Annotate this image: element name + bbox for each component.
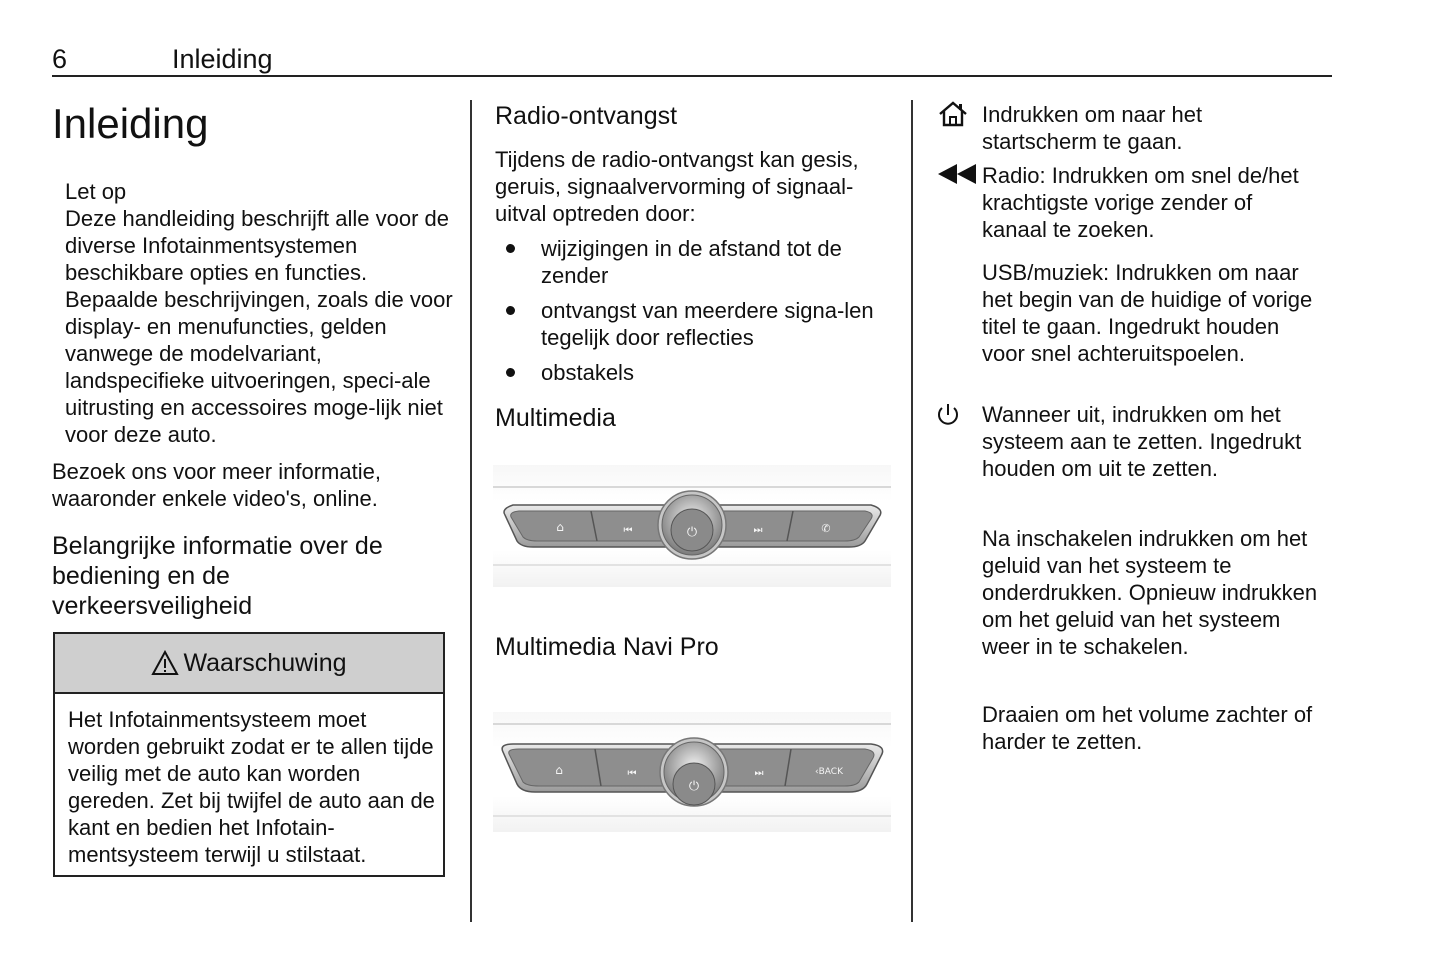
bullet-icon <box>506 306 515 315</box>
radio-text: Tijdens de radio-ontvangst kan gesis, geruis, signaalvervorming of signaal-uitval optreden door: <box>495 147 859 226</box>
navi-pro-panel-image <box>493 712 891 832</box>
header-rule <box>52 75 1332 77</box>
info-text: Bezoek ons voor meer informatie, waaronder enkele video's, online. <box>52 459 381 511</box>
back-button-label: ‹BACK <box>815 767 843 777</box>
power-icon <box>935 402 961 428</box>
svg-text:⏮: ⏮ <box>623 525 633 536</box>
column-divider-1 <box>470 100 472 922</box>
svg-text:⏻: ⏻ <box>688 779 700 794</box>
navi-pro-heading: Multimedia Navi Pro <box>495 633 719 661</box>
svg-text:⌂: ⌂ <box>555 763 563 777</box>
warning-triangle-icon <box>151 650 179 676</box>
home-icon <box>937 100 969 128</box>
list-item: wijzigingen in de afstand tot de zender <box>495 235 895 289</box>
list-item: obstakels <box>495 359 895 386</box>
note-label: Let op <box>65 179 127 204</box>
interference-list <box>495 235 895 394</box>
warning-header <box>55 634 443 694</box>
svg-text:⌂: ⌂ <box>556 520 564 534</box>
home-description: Indrukken om naar het startscherm te gaan. <box>982 102 1203 154</box>
bullet-icon <box>506 244 515 253</box>
bullet-icon <box>506 368 515 377</box>
multimedia-heading: Multimedia <box>495 404 616 432</box>
power-description: Wanneer uit, indrukken om het systeem aan te zetten. Ingedrukt houden om uit te zetten. <box>982 402 1302 481</box>
mute-description: Na inschakelen indrukken om het geluid van het systeem te onderdrukken. Opnieuw indrukken om het geluid van het systeem weer in te schakelen. <box>982 526 1318 659</box>
note-text: Deze handleiding beschrijft alle voor de diverse Infotainmentsystemen beschikbare opties en functies. Bepaalde beschrijvingen, zoals die voor display- en menufuncties, gelden vanwege de modelvariant, landspecifieke uitvoeringen, speci-ale uitrusting en accessoires moge-lijk niet voor deze auto. <box>65 206 453 447</box>
running-header: Inleiding <box>172 44 273 74</box>
rewind-icon <box>936 162 978 186</box>
rewind-radio-description: Radio: Indrukken om snel de/het krachtigste vorige zender of kanaal te zoeken. <box>982 163 1299 242</box>
column-divider-2 <box>911 100 913 922</box>
radio-heading: Radio-ontvangst <box>495 102 678 130</box>
safety-heading: Belangrijke informatie over de bediening en de verkeersveiligheid <box>52 532 383 620</box>
svg-text:✆: ✆ <box>821 522 831 535</box>
svg-text:⏭: ⏭ <box>753 525 763 536</box>
warning-title: Waarschuwing <box>183 648 347 677</box>
multimedia-panel-image <box>493 465 891 587</box>
rewind-usb-description: USB/muziek: Indrukken om naar het begin van de huidige of vorige titel te gaan. Ingedrukt houden voor snel achteruitspoelen. <box>982 260 1313 366</box>
svg-text:⏭: ⏭ <box>754 768 764 779</box>
page-title: Inleiding <box>52 100 209 147</box>
svg-text:⏮: ⏮ <box>627 768 637 779</box>
list-item: ontvangst van meerdere signa-len tegelijk door reflecties <box>495 297 895 351</box>
volume-description: Draaien om het volume zachter of harder te zetten. <box>982 702 1313 754</box>
svg-text:⏻: ⏻ <box>686 525 698 540</box>
warning-box <box>53 632 445 877</box>
page-number: 6 <box>52 44 68 74</box>
warning-text: Het Infotainmentsysteem moet worden gebruikt zodat er te allen tijde veilig met de auto kan worden gereden. Zet bij twijfel de auto aan de kant en bedien het Infotain-mentsysteem terwijl u stilstaat. <box>68 707 435 867</box>
